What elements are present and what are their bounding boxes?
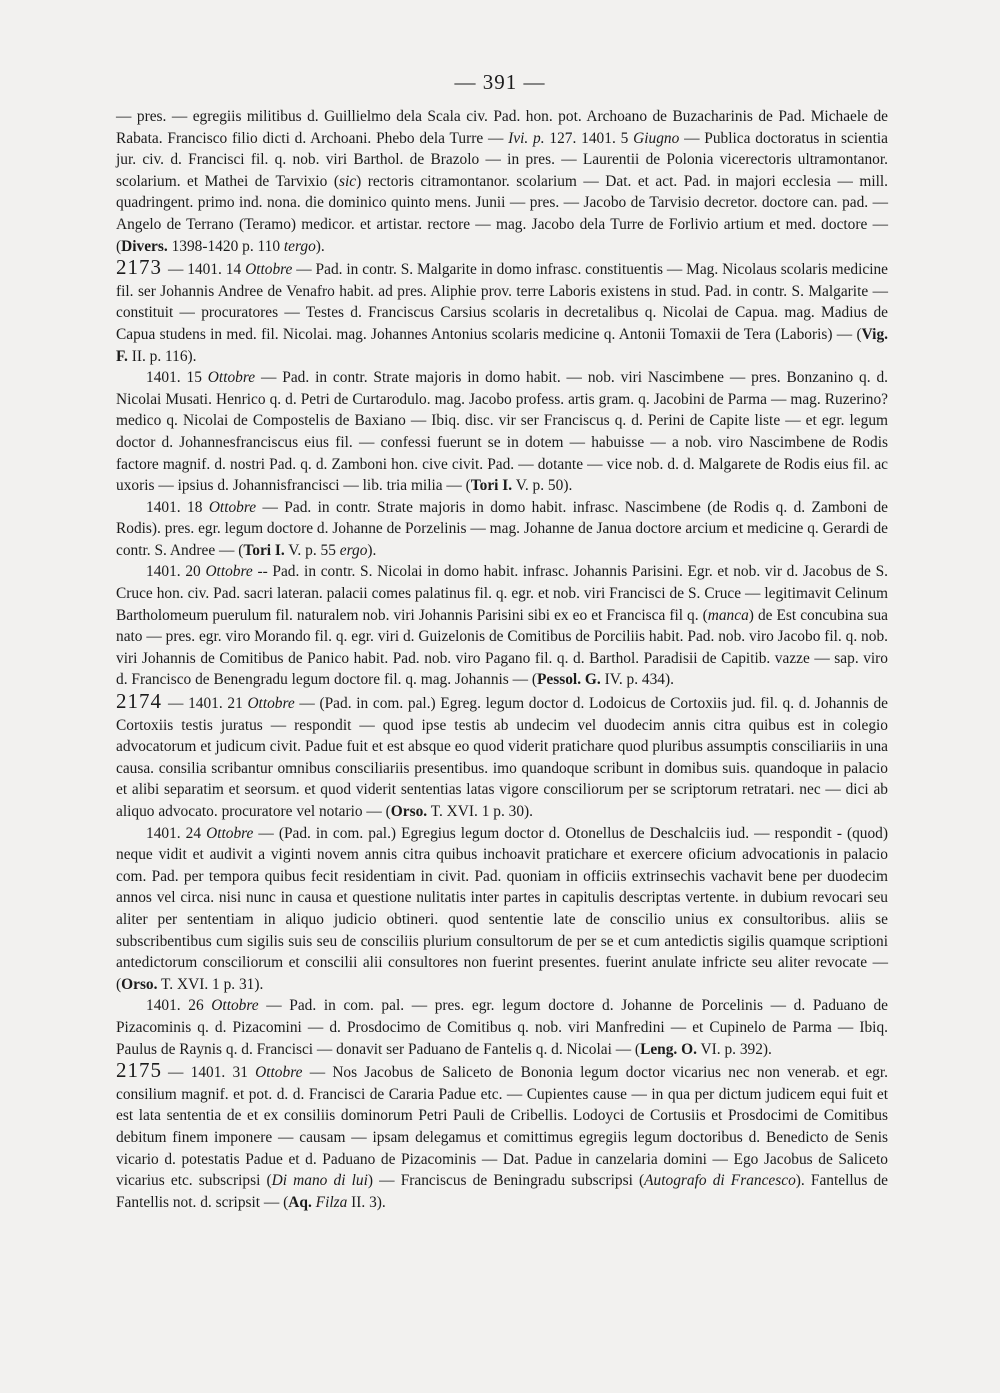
paragraph xyxy=(116,497,888,562)
document-number: 2174 xyxy=(116,689,162,714)
paragraph xyxy=(116,561,888,691)
page-number: — 391 — xyxy=(454,70,546,94)
document-entry-2174 xyxy=(116,691,888,823)
document-entry-2173 xyxy=(116,257,888,367)
document-body xyxy=(116,106,888,1213)
document-number: 2173 xyxy=(116,255,162,280)
paragraph xyxy=(116,823,888,996)
paragraph-text: 1401. 18 Ottobre — Pad. in contr. Strate majoris in domo habit. infrasc. Nascimbene (de Rodis q. d. Zamboni de Rodis). pres. egr. legum doctore d. Johanne de Porzelinis — mag. Johanne de Janua doctore arcium et medicine q. Gerardi de contr. S. Andree — (Tori I. V. p. 55 ergo). xyxy=(116,498,888,559)
document-entry-2175 xyxy=(116,1060,888,1213)
paragraph-text: 1401. 24 Ottobre — (Pad. in com. pal.) Egregius legum doctor d. Otonellus de Deschalciis iud. — respondit - (quod) neque vidit et audivit a viginti novem annis citra quibus inchoavit pratichare et exercere oficium advocationis in palacio com. Pad. per tempora quibus fecit residentiam in civit. Pad. quoniam in officiis extrinsechis vachavit bene per duodecim annos vel circa. nisi nunc in causa et questione nulitatis inter partes in capitulis descriptas vertente. in dubium revocari seu aliter per sententiam in aliquo judicio obtineri. quod sententie late de conscilio unius ex consultoribus. aliis se subscribentibus cum sigilis suis seu de consciliis plurium consultorum de per se et cum antedictis sigilis quamque scriptioni antedictorum consciliorum et conscilii alii consultores non fuerint presentes. fuerint anulate infricte seu aliter revocate — (Orso. T. XVI. 1 p. 31). xyxy=(116,824,889,993)
paragraph-text: 1401. 20 Ottobre -- Pad. in contr. S. Nicolai in domo habit. infrasc. Johannis Parisini. Egr. et nob. vir d. Jacobus de S. Cruce hon. civ. Pad. sacri lateran. palacii comes palatinus fil. q. egr. et nob. viri Francisci de S. Cruce — legitimavit Celinum Bartholomeum puerulum fil. naturalem nob. viri Johannis Parisini sibi ex eo et Francisca fil q. (manca) de Est concubina sua nato — pres. egr. viro Morando fil. q. egr. viri d. Guizelonis de Comitibus de Porciliis habit. Pad. nob. viro Jacobo fil. q. nob. viri Johannis de Comitibus de Panico habit. Pad. nob. viro Pagano fil. q. d. Barthol. Paradisii de Capitib. vazze — sap. viro d. Francisco de Benengradu legum doctore fil. q. mag. Johannis — (Pessol. G. IV. p. 434). xyxy=(116,563,888,689)
document-number: 2175 xyxy=(116,1058,162,1083)
paragraph xyxy=(116,367,888,497)
paragraph-text: — 1401. 21 Ottobre — (Pad. in com. pal.) Egreg. legum doctor d. Lodoicus de Cortoxiis jud. fil. q. d. Johannis de Cortoxiis testis juratus — respondit — quod ipse testis ab undecim vel duodecim annis citra quibus est in colegio advocatorum et judicum civit. Padue fuit et est absque eo quod viderit pratichare quod pluribus assumptis consciliariis in una causa. consilia scribantur omnibus consciliariis presentibus. imo quandoque scribunt in domibus suis. quandoque in palacio et alibi separatim et seorsum. et quod viderit sententias latas vigore consciliorum per se scriptorum retratari. nec — dici ab aliquo advocato. procuratore vel notario — (Orso. T. XVI. 1 p. 30). xyxy=(116,695,888,820)
paragraph-text: — pres. — egregiis militibus d. Guillielmo dela Scala civ. Pad. hon. pot. Archoano de Buzacharinis de Pad. Michaele de Rabata. Francisco filio dicti d. Archoani. Phebo dela Turre — Ivi. p. 127. 1401. 5 Giugno — Publica doctoratus in scientia jur. civ. d. Francisci fil. q. nob. viri Barthol. de Brazolo — in pres. — Laurentii de Polonia vicerectoris ultramontanor. scolarium. et Mathei de Tarvixio (sic) rectoris citramontanor. scolarium — Dat. et act. Pad. in majori ecclesia — mill. quadringent. primo ind. nona. die dominico quinto mens. Junii — pres. — Jacobo de Tarvisio decretor. doctore can. pad. — Angelo de Terrano (Teramo) medicor. et artistar. rectore — mag. Jacobo dela Turre de Forlivio artium et med. doctore — (Divers. 1398-1420 p. 110 tergo). xyxy=(116,108,888,255)
paragraph xyxy=(116,995,888,1060)
paragraph-text: 1401. 15 Ottobre — Pad. in contr. Strate majoris in domo habit. — nob. viri Nascimbene — pres. Bonzanino q. d. Nicolai Musati. Henrico q. d. Petri de Curtarodulo. mag. Jacobo profess. artis gram. q. Jacobini de Parma — mag. Ruzerino? medico q. Nicolai de Compostelis de Baxiano — Ibiq. disc. vir ser Franciscus q. d. Perini de Capite liste — et egr. legum doctor d. Johannesfranciscus eius fil. — confessi fuerunt se in dotem — habuisse — a nob. viro Nascimbene de Rodis factore magnif. d. nostri Pad. q. d. Zamboni hon. cive civit. Pad. — dotante — vice nob. d. d. Malgarete de Rodis eius fil. ac uxoris — ipsius d. Johannisfrancisci — lib. tria milia — (Tori I. V. p. 50). xyxy=(116,369,889,495)
paragraph-text: — 1401. 14 Ottobre — Pad. in contr. S. Malgarite in domo infrasc. constituentis — Mag. Nicolaus scolaris medicine fil. ser Johannis Andree de Venafro habit. ad pres. Aliphie prov. terre Laboris existens in stud. Pad. in contr. S. Malgarite — constituit — procuratores — Testes d. Franciscus Carsius scolaris in decretalibus q. Nicolai de Capua. mag. Madius de Capua studens in med. fil. Nicolai. mag. Johannes Antonius scolaris medicine q. Antonii Tomaxii de Tera (Laboris) — (Vig. F. II. p. 116). xyxy=(116,261,888,365)
paragraph xyxy=(116,106,888,257)
paragraph-text: — 1401. 31 Ottobre — Nos Jacobus de Saliceto de Bononia legum doctor vicarius nec non venerab. et egr. consilium magnif. et pot. d. d. Francisci de Cararia Padue etc. — Cupientes cause — in qua per dictum judicem equi fuit et est lata sententia de et ex consiliis dominorum Petri Pauli de Cribellis. Lodoyci de Cortusiis et Prosdocimi de Comitibus debitum finem imponere — causam — ipsam delegamus et comittimus egregiis legum doctoribus d. Benedicto de Senis vicario d. potestatis Padue et d. Paduano de Pizacominis — Dat. Padue in canzelaria domini — Ego Jacobus de Saliceto vicarius etc. subscripsi (Di mano di lui) — Franciscus de Beningradu subscripsi (Autografo di Francesco). Fantellus de Fantellis not. d. scripsit — (Aq. Filza II. 3). xyxy=(116,1064,889,1211)
paragraph-text: 1401. 26 Ottobre — Pad. in com. pal. — pres. egr. legum doctore d. Johanne de Porcelinis — d. Paduano de Pizacominis q. d. Pizacomini — d. Prosdocimo de Comitibus q. nob. viri Manfredini — et Cupinelo de Parma — Ibiq. Paulus de Raynis q. d. Francisci — donavit ser Paduano de Fantelis q. d. Nicolai — (Leng. O. VI. p. 392). xyxy=(116,997,889,1058)
